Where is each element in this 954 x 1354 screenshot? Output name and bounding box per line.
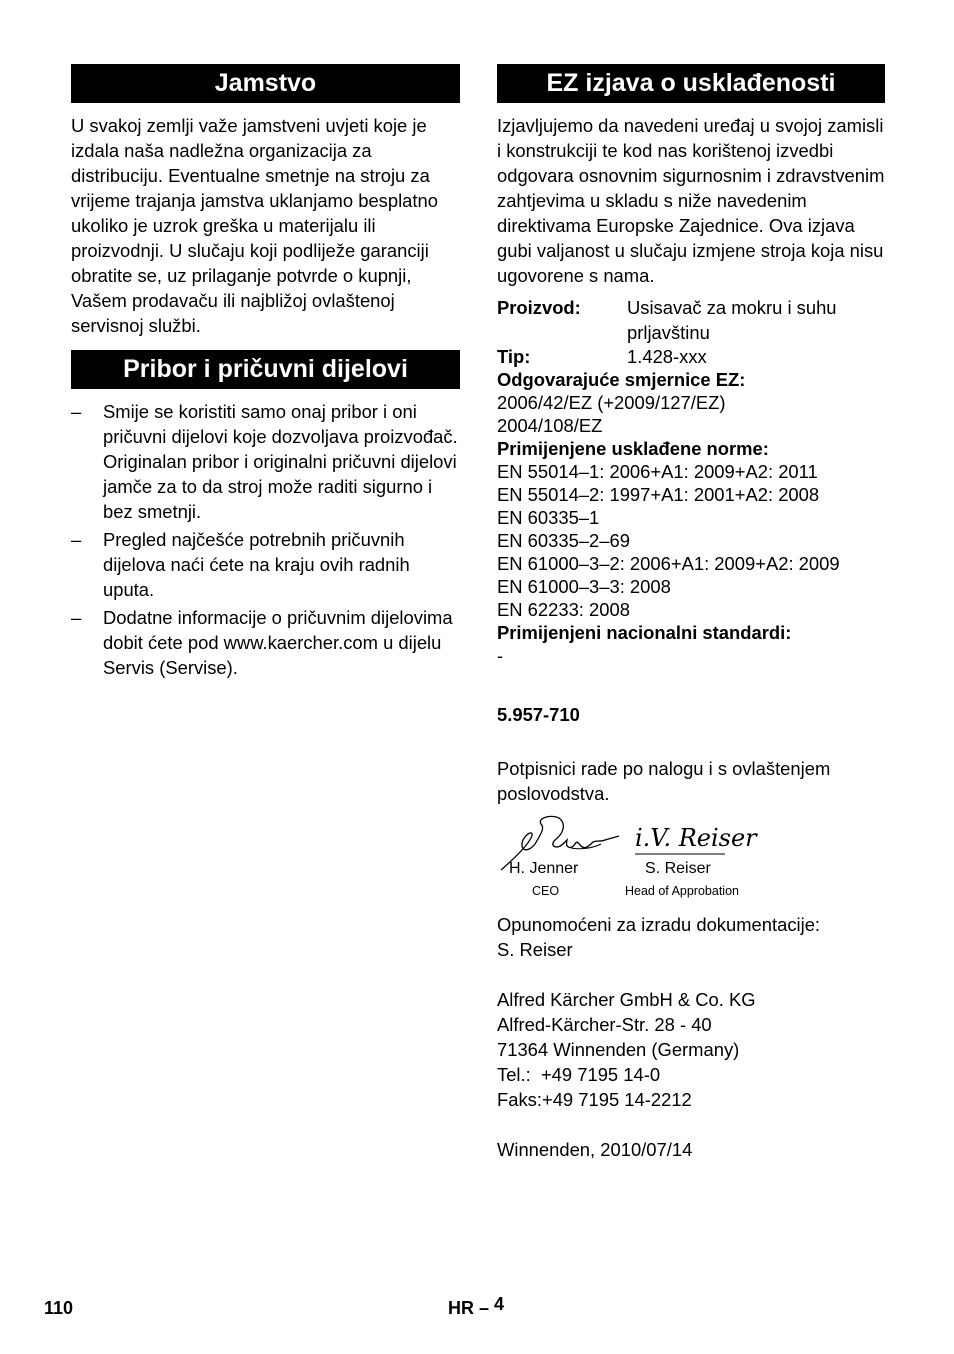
norm-item: EN 55014–1: 2006+A1: 2009+A2: 2011 [497, 461, 818, 482]
national-heading: Primijenjeni nacionalni standardi: [497, 622, 792, 643]
declaration-intro: Izjavljujemo da navedeni uređaj u svojoj zamisli i konstrukciji te kod nas korištenoj izvedbi odgovara osnovnim sigurnosnim i zdravstvenim zahtjevima u skladu s niže navedenim direktivama Europske Zajednice. Ova izjava gubi valjanost u slučaju izmjene stroja koja nisu ugovorene s nama. [497, 115, 885, 286]
type-value: 1.428-xxx [627, 346, 707, 367]
left-column [71, 64, 460, 683]
signature-handwriting: i.V. Reiser [635, 824, 757, 852]
list-item [71, 399, 460, 524]
product-spec [497, 296, 885, 667]
norm-item: EN 60335–2–69 [497, 530, 630, 551]
norm-item: EN 62233: 2008 [497, 599, 630, 620]
company-line: Alfred Kärcher GmbH & Co. KG [497, 989, 756, 1010]
signature-block [497, 810, 885, 906]
company-line: Alfred-Kärcher-Str. 28 - 40 [497, 1014, 712, 1035]
type-label: Tip: [497, 346, 531, 367]
company-line: 71364 Winnenden (Germany) [497, 1039, 740, 1060]
place-date: Winnenden, 2010/07/14 [497, 1139, 693, 1160]
language-page-number: 4 [494, 1294, 505, 1314]
list-item [71, 527, 460, 602]
bullet-dash: – [71, 607, 82, 628]
warranty-heading: Jamstvo [71, 64, 460, 103]
company-address [497, 987, 885, 1112]
language-code: HR – [448, 1298, 490, 1318]
signatories-text: Potpisnici rade po nalogu i s ovlaštenjem poslovodstva. [497, 758, 831, 804]
directive-item: 2004/108/EZ [497, 415, 603, 436]
norm-item: EN 55014–2: 1997+A1: 2001+A2: 2008 [497, 484, 820, 505]
signature-title-jenner: CEO [532, 884, 560, 898]
list-item-text: Dodatne informacije o pričuvnim dijelovima dobit ćete pod www.kaercher.com u dijelu Servis (Servise). [103, 607, 453, 678]
authorized-block [497, 912, 885, 962]
signature-name-reiser: S. Reiser [645, 860, 711, 877]
document-number: 5.957-710 [497, 704, 580, 725]
authorized-label: Opunomoćeni za izradu dokumentacije: [497, 914, 821, 935]
page-number: 110 [44, 1298, 74, 1318]
bullet-dash: – [71, 401, 82, 422]
authorized-name: S. Reiser [497, 939, 573, 960]
product-row [497, 296, 885, 345]
handwritten-signature-reiser [633, 816, 757, 860]
right-column [497, 64, 885, 1162]
list-item-text: Pregled najčešće potrebnih pričuvnih dijelova naći ćete na kraju ovih radnih uputa. [103, 529, 410, 600]
directive-item: 2006/42/EZ (+2009/127/EZ) [497, 392, 726, 413]
directives-heading: Odgovarajuće smjernice EZ: [497, 369, 746, 390]
norm-item: EN 61000–3–2: 2006+A1: 2009+A2: 2009 [497, 553, 840, 574]
bullet-dash: – [71, 529, 82, 550]
norm-item: EN 60335–1 [497, 507, 600, 528]
product-value: Usisavač za mokru i suhu prljavštinu [627, 297, 837, 343]
signature-reiser [633, 816, 757, 860]
signature-title-reiser: Head of Approbation [625, 884, 739, 898]
national-value: - [497, 645, 504, 666]
language-page-indicator [448, 1294, 505, 1319]
product-label: Proizvod: [497, 297, 581, 318]
warranty-text: U svakoj zemlji važe jamstveni uvjeti koje je izdala naša nadležna organizacija za distribuciju. Eventualne smetnje na stroju za vrijeme trajanja jamstva uklanjamo besplatno ukoliko je uzrok greška u materijalu ili proizvodnji. U slučaju koji podliježe garanciji obratite se, uz prilaganje potvrde o kupnji, Vašem prodavaču ili najbližoj ovlaštenoj servisnoj službi. [71, 115, 438, 336]
list-item-text: Smije se koristiti samo onaj pribor i oni pričuvni dijelovi koje dozvoljava proizvođač. Originalan pribor i originalni pričuvni dijelovi jamče za to da stroj može raditi sigurno i bez smetnji. [103, 401, 458, 522]
signature-name-jenner: H. Jenner [509, 860, 579, 877]
company-line: Faks:+49 7195 14-2212 [497, 1089, 692, 1110]
company-line: Tel.: +49 7195 14-0 [497, 1064, 661, 1085]
declaration-heading: EZ izjava o usklađenosti [497, 64, 885, 103]
accessories-list [71, 399, 460, 680]
type-row [497, 345, 885, 368]
list-item [71, 605, 460, 680]
norms-heading: Primijenjene usklađene norme: [497, 438, 769, 459]
norm-item: EN 61000–3–3: 2008 [497, 576, 671, 597]
accessories-heading: Pribor i pričuvni dijelovi [71, 350, 460, 389]
